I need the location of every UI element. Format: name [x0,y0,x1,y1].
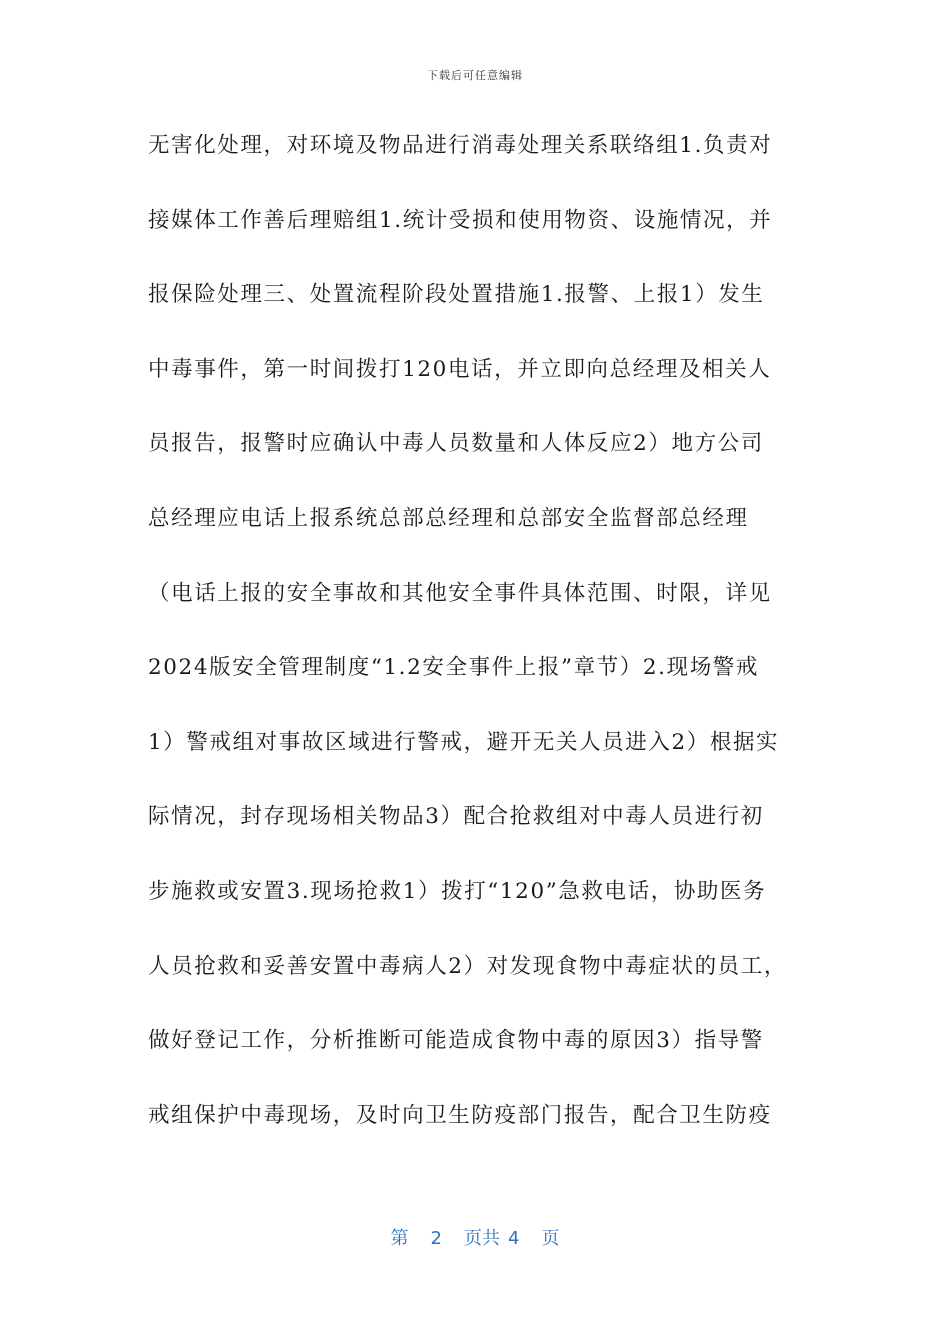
footer-total-pages: 4 [508,1228,520,1249]
text-line-5: 员报告，报警时应确认中毒人员数量和人体反应2）地方公司 [148,431,764,457]
footer-prefix: 第 [390,1228,409,1249]
text-line-10: 际情况，封存现场相关物品3）配合抢救组对中毒人员进行初 [148,804,764,830]
footer-page-number: 2 [430,1228,442,1249]
text-line-7: （电话上报的安全事故和其他安全事件具体范围、时限，详见 [148,580,772,606]
text-line-3: 报保险处理三、处置流程阶段处置措施1.报警、上报1）发生 [148,282,765,308]
document-body [148,124,808,1168]
text-line-9: 1）警戒组对事故区域进行警戒，避开无关人员进入2）根据实 [148,729,780,755]
footer-suffix: 页 [541,1228,560,1249]
text-line-14: 戒组保护中毒现场，及时向卫生防疫部门报告，配合卫生防疫 [148,1102,772,1128]
page-header-note: 下载后可任意编辑 [427,69,523,82]
text-line-2: 接媒体工作善后理赔组1.统计受损和使用物资、设施情况，并 [148,207,773,233]
footer-middle: 页共 [464,1228,500,1249]
page-footer [0,1224,950,1250]
text-line-1: 无害化处理，对环境及物品进行消毒处理关系联络组1.负责对 [148,133,773,158]
text-line-6: 总经理应电话上报系统总部总经理和总部安全监督部总经理 [148,505,749,531]
text-line-13: 做好登记工作，分析推断可能造成食物中毒的原因3）指导警 [148,1028,764,1054]
text-line-4: 中毒事件，第一时间拨打120电话，并立即向总经理及相关人 [148,356,772,382]
text-line-12: 人员抢救和妥善安置中毒病人2）对发现食物中毒症状的员工， [148,953,787,979]
text-line-11: 步施救或安置3.现场抢救1）拨打“120”急救电话，协助医务 [148,878,767,904]
text-line-8: 2024版安全管理制度“1.2安全事件上报”章节）2.现场警戒 [148,655,760,681]
